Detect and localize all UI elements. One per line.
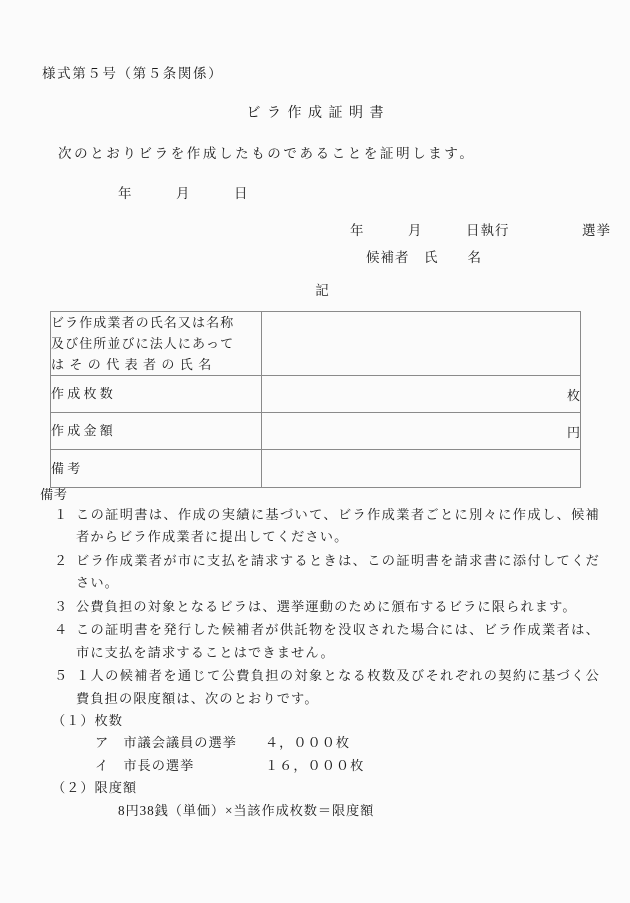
candidate-name-line: 候補者 氏 名 <box>366 250 482 265</box>
table-row <box>51 450 581 488</box>
row-label-char: 金 <box>83 423 97 439</box>
row-label-remarks <box>51 450 262 488</box>
note-item <box>40 596 600 618</box>
note-text: 公費負担の対象となるビラは、選挙運動のために頒布するビラに限られます。 <box>76 598 577 614</box>
sub-row-amount: １６，０００枚 <box>265 757 365 773</box>
notes-section <box>40 484 600 822</box>
row-label-producer-info <box>51 312 262 376</box>
note-number: ４ <box>54 622 68 638</box>
row-label-line-2: 及び住所並びに法人にあって <box>51 336 235 352</box>
row-label-line-1: ビラ作成業者の氏名又は名称 <box>51 315 235 330</box>
row-label-char: 成 <box>67 423 81 439</box>
sub-row-marker: ア <box>95 735 110 751</box>
sub-section-row <box>40 755 600 777</box>
sub-row-label: 市議会議員の選挙 <box>123 735 237 751</box>
intro-statement: 次のとおりビラを作成したものであることを証明します。 <box>58 146 476 161</box>
row-label-char: 考 <box>67 460 81 476</box>
sub-section-head-limit: （２）限度額 <box>52 780 138 796</box>
certificate-table <box>50 311 581 488</box>
note-text: この証明書を発行した候補者が供託物を没収された場合には、ビラ作成業者は、市に支払を請求することはできません。 <box>76 622 600 660</box>
row-value-quantity-unit[interactable]: 枚 <box>262 376 581 413</box>
ki-marker: 記 <box>315 283 329 298</box>
note-number: ５ <box>54 668 68 684</box>
note-item <box>40 550 600 595</box>
page-title: ビラ作成証明書 <box>246 106 390 121</box>
sub-row-amount: ４，０００枚 <box>265 735 351 751</box>
row-label-line-3: はその代表者の氏名 <box>51 357 217 373</box>
form-code: 様式第５号（第５条関係） <box>42 66 224 81</box>
table-row <box>51 376 581 413</box>
row-label-char: 枚 <box>83 386 97 402</box>
row-label-char: 作 <box>51 423 65 439</box>
row-value-amount-unit[interactable]: 円 <box>262 413 581 450</box>
sub-row-marker: イ <box>95 757 110 773</box>
row-label-char: 成 <box>67 386 81 402</box>
note-text: １人の候補者を通じて公費負担の対象となる枚数及びそれぞれの契約に基づく公費負担の限度額は、次のとおりです。 <box>76 668 600 706</box>
note-number: １ <box>54 507 68 522</box>
row-label-char: 作 <box>51 386 65 402</box>
sub-section-row <box>40 732 600 754</box>
row-value-remarks[interactable] <box>262 450 581 488</box>
note-text: ビラ作成業者が市に支払を請求するときは、この証明書を請求書に添付してください。 <box>76 552 600 591</box>
table-row <box>51 413 581 450</box>
row-label-char: 数 <box>99 386 113 402</box>
note-number: ２ <box>54 552 68 568</box>
sub-row-label: 市長の選挙 <box>123 757 195 773</box>
notes-heading: 備考 <box>40 487 68 502</box>
sub-section-head-quantity: （１）枚数 <box>52 712 123 728</box>
row-label-amount <box>51 413 262 450</box>
note-item <box>40 504 600 549</box>
row-label-char: 額 <box>99 423 113 439</box>
table-row <box>51 312 581 376</box>
row-label-quantity <box>51 376 262 413</box>
limit-formula: 8円38銭（単価）×当該作成枚数＝限度額 <box>118 802 375 818</box>
note-number: ３ <box>54 598 68 614</box>
note-item <box>40 619 600 664</box>
note-item <box>40 665 600 710</box>
note-text: この証明書は、作成の実績に基づいて、ビラ作成業者ごとに別々に作成し、候補者からビラ作成業者に提出してください。 <box>76 507 600 545</box>
row-label-char: 備 <box>51 460 65 476</box>
row-value-producer-info[interactable] <box>262 312 581 376</box>
issue-date-line: 年 月 日 <box>118 186 249 201</box>
election-date-line: 年 月 日執行 選挙 <box>350 223 611 238</box>
